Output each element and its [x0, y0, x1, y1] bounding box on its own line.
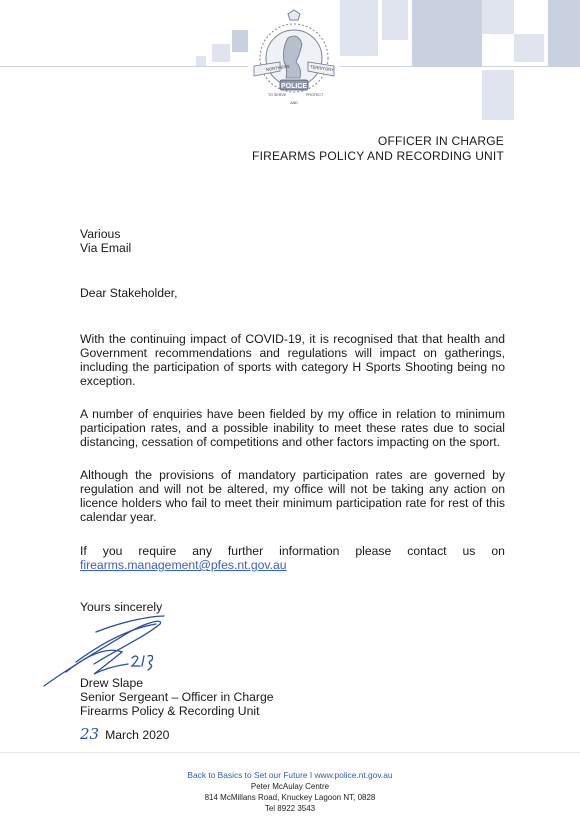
recipient-block — [80, 227, 131, 255]
letter-date — [80, 726, 169, 743]
contact-paragraph — [80, 544, 505, 572]
contact-word: please — [355, 544, 392, 558]
footer — [0, 770, 580, 814]
police-crest-logo — [248, 4, 340, 114]
contact-word: us — [462, 544, 476, 558]
signatory-title: Senior Sergeant – Officer in Charge — [80, 690, 274, 704]
contact-word: any — [192, 544, 212, 558]
footer-phone: Tel 8922 3543 — [264, 804, 316, 813]
contact-word: you — [102, 544, 123, 558]
contact-word: require — [138, 544, 177, 558]
footer-rule — [0, 752, 580, 753]
header-square — [382, 0, 408, 40]
contact-word: contact — [407, 544, 447, 558]
signatory-block — [80, 676, 274, 718]
office-title: OFFICER IN CHARGE — [377, 134, 504, 148]
header-square — [412, 0, 482, 66]
office-heading — [252, 134, 504, 164]
contact-word: information — [279, 544, 340, 558]
date-month-year: March 2020 — [105, 728, 170, 742]
footer-address: 814 McMillans Road, Knuckey Lagoon NT, 0828 — [204, 793, 376, 802]
header-square — [548, 0, 580, 66]
closing: Yours sincerely — [80, 600, 163, 614]
header-square — [196, 56, 206, 66]
crest-banner-right: TERRITORY — [309, 64, 335, 73]
crest-banner-left: NORTHERN — [265, 63, 290, 72]
crest-motto-left: TO SERVE — [268, 93, 287, 97]
header-square — [482, 70, 514, 120]
header-square — [514, 34, 544, 62]
crest-motto-right: PROTECT — [306, 93, 324, 97]
body-paragraph-3: Although the provisions of mandatory participation rates are governed by regulation and will not be altered, my office will not be taking any action on licence holders who fail to meet their minimum participation rate for rest of this calendar year. — [80, 468, 505, 524]
header-square — [482, 0, 514, 34]
email-link[interactable]: firearms.management@pfes.nt.gov.au — [80, 558, 287, 572]
crest-badge-text: POLICE — [280, 83, 308, 90]
contact-word: on — [491, 544, 505, 558]
header-square — [212, 44, 230, 62]
recipient-delivery: Via Email — [80, 241, 132, 255]
contact-word: If — [80, 544, 87, 558]
footer-tagline: Back to Basics to Set our Future I www.police.nt.gov.au — [187, 770, 393, 780]
header-square — [340, 0, 378, 56]
contact-line — [80, 544, 505, 558]
signatory-name: Drew Slape — [80, 676, 143, 690]
recipient-line: Various — [80, 227, 121, 241]
body-paragraph-2: A number of enquiries have been fielded by my office in relation to minimum participation rates, and a possible inability to meet these rates due to social distancing, cessation of competitions and other factors impacting on the sport. — [80, 407, 505, 449]
signatory-unit: Firearms Policy & Recording Unit — [80, 704, 260, 718]
body-paragraph-1: With the continuing impact of COVID-19, it is recognised that that health and Government recommendations and regulations will impact on gatherings, including the participation of sports with category H Sports Shooting being no exception. — [80, 332, 505, 388]
crest-motto-center: AND — [290, 101, 298, 105]
office-unit: FIREARMS POLICY AND RECORDING UNIT — [252, 149, 504, 163]
contact-word: further — [227, 544, 264, 558]
salutation: Dear Stakeholder, — [80, 286, 178, 300]
date-day-handwritten: 23 — [80, 725, 100, 743]
footer-building: Peter McAulay Centre — [250, 782, 330, 791]
